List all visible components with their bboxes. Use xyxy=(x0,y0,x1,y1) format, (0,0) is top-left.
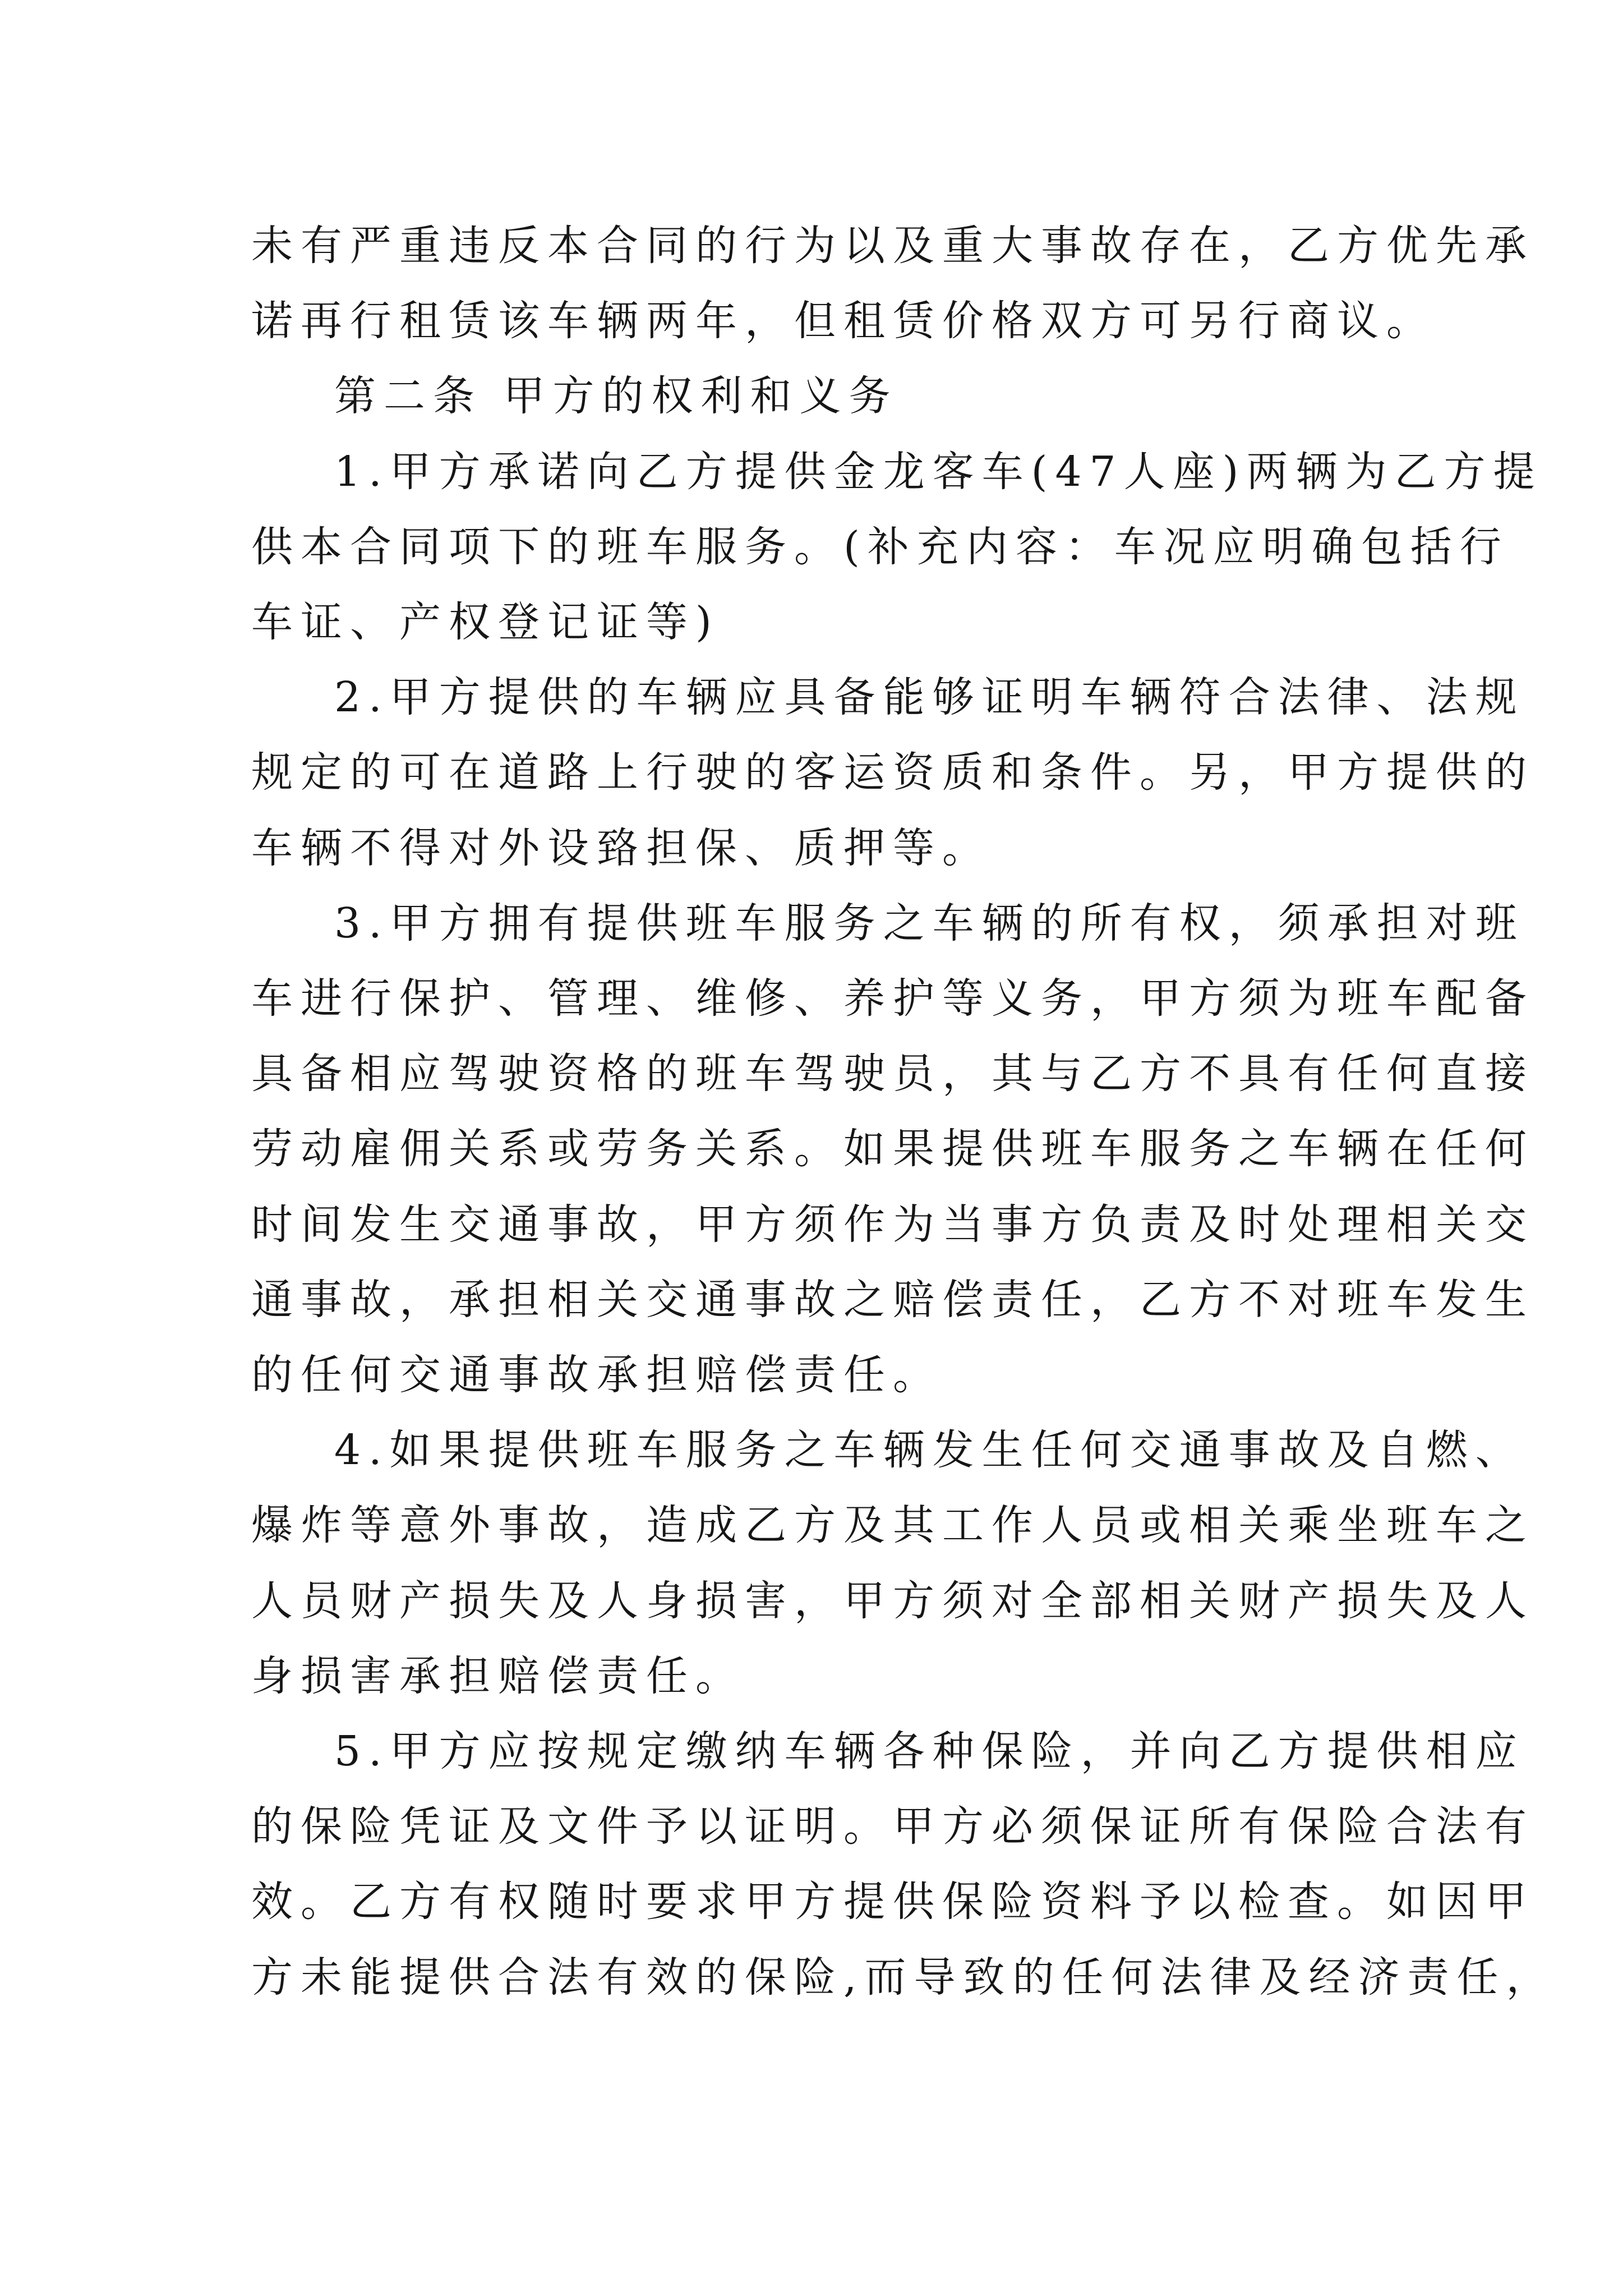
text-line: 具备相应驾驶资格的班车驾驶员，其与乙方不具有任何直接 xyxy=(251,1050,1534,1098)
text-line: 时间发生交通事故，甲方须作为当事方负责及时处理相关交 xyxy=(251,1200,1534,1249)
text-line: 车进行保护、管理、维修、养护等义务，甲方须为班车配备 xyxy=(251,974,1534,1023)
text-line: 车辆不得对外设臵担保、质押等。 xyxy=(251,824,992,872)
text-line: 未有严重违反本合同的行为以及重大事故存在，乙方优先承 xyxy=(251,222,1534,270)
text-line: 诺再行租赁该车辆两年，但租赁价格双方可另行商议。 xyxy=(251,297,1436,345)
text-line: 1.甲方承诺向乙方提供金龙客车(47人座)两辆为乙方提 xyxy=(334,448,1543,496)
text-line: 劳动雇佣关系或劳务关系。如果提供班车服务之车辆在任何 xyxy=(251,1125,1534,1173)
text-line: 方未能提供合法有效的保险,而导致的任何法律及经济责任， xyxy=(251,1953,1556,2001)
section-heading: 第二条 甲方的权利和义务 xyxy=(334,372,898,420)
text-line: 人员财产损失及人身损害，甲方须对全部相关财产损失及人 xyxy=(251,1577,1534,1625)
text-line: 的任何交通事故承担赔偿责任。 xyxy=(251,1351,942,1399)
text-line: 的保险凭证及文件予以证明。甲方必须保证所有保险合法有 xyxy=(251,1802,1534,1851)
text-line: 2.甲方提供的车辆应具备能够证明车辆符合法律、法规 xyxy=(334,673,1525,721)
text-line: 3.甲方拥有提供班车服务之车辆的所有权，须承担对班 xyxy=(334,899,1525,947)
text-line: 供本合同项下的班车服务。(补充内容：车况应明确包括行 xyxy=(251,523,1509,571)
text-line: 身损害承担赔偿责任。 xyxy=(251,1652,745,1700)
text-line: 规定的可在道路上行驶的客运资质和条件。另，甲方提供的 xyxy=(251,748,1534,797)
text-line: 5.甲方应按规定缴纳车辆各种保险，并向乙方提供相应 xyxy=(334,1727,1525,1775)
text-line: 车证、产权登记证等) xyxy=(251,598,720,646)
text-line: 爆炸等意外事故，造成乙方及其工作人员或相关乘坐班车之 xyxy=(251,1501,1534,1549)
text-line: 4.如果提供班车服务之车辆发生任何交通事故及自燃、 xyxy=(334,1426,1525,1474)
text-line: 通事故，承担相关交通事故之赔偿责任，乙方不对班车发生 xyxy=(251,1276,1534,1324)
text-line: 效。乙方有权随时要求甲方提供保险资料予以检查。如因甲 xyxy=(251,1878,1534,1926)
